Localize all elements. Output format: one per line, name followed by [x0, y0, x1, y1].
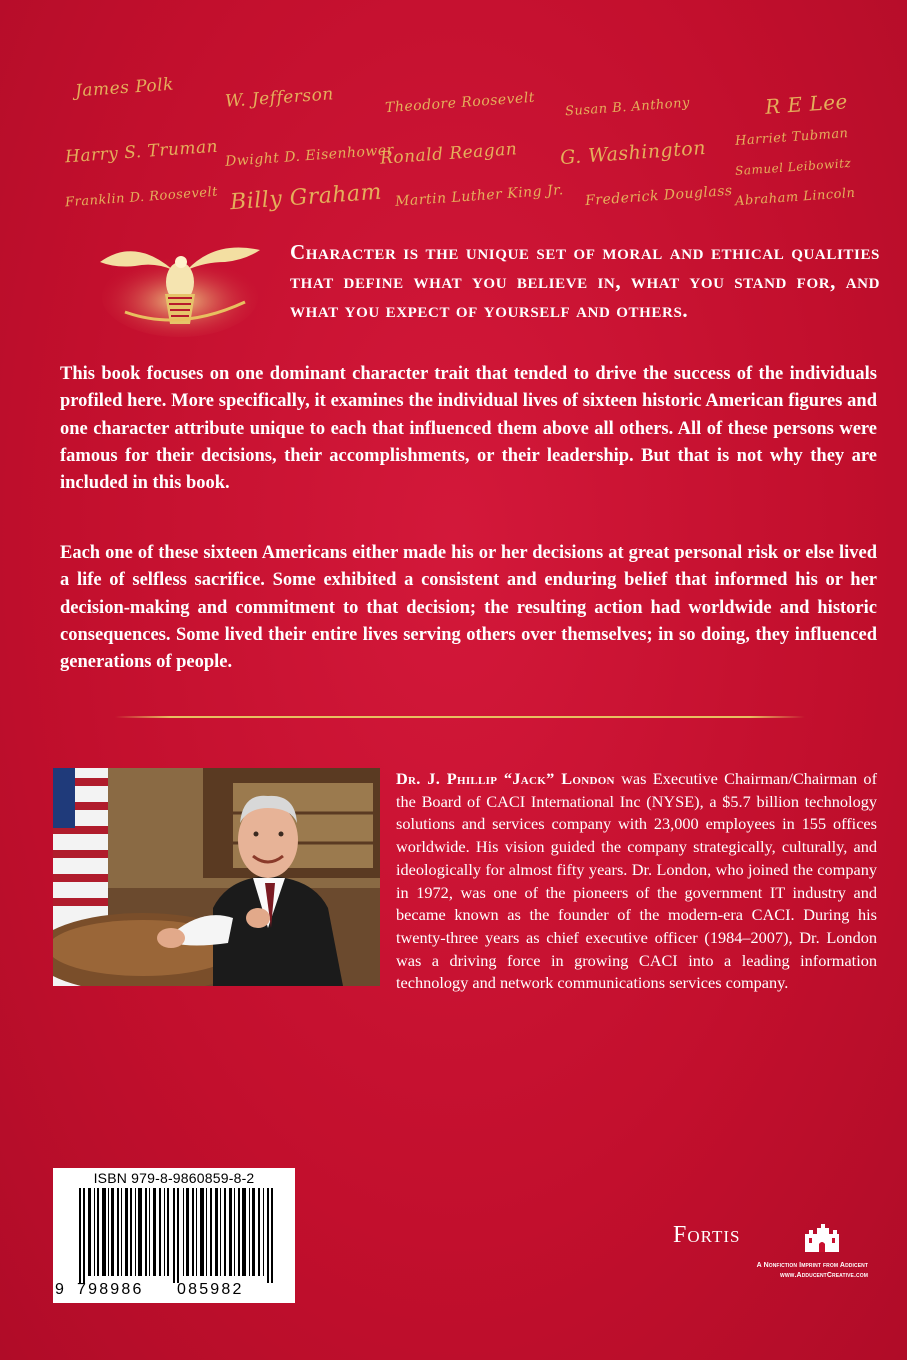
description-paragraph-1: This book focuses on one dominant character trait that tended to drive the success of the individuals profiled here. More specifically, it examines the individual lives of sixteen historic American figures and one character attribute unique to each that influenced them above all others. All of these persons were famous for their decisions, their accomplishments, or their leadership. But that is not why they are included in this book.: [60, 364, 877, 494]
barcode-digits-right: 085982: [177, 1281, 244, 1298]
signature: Franklin D. Roosevelt: [64, 184, 219, 211]
signature: Harriet Tubman: [734, 126, 849, 149]
signature: James Polk: [74, 74, 175, 102]
eagle-emblem: [95, 232, 265, 342]
character-quote: Character is the unique set of moral and ethical qualities that define what you believe in, what you stand for, and what you expect of yourself and others.: [290, 240, 880, 322]
signature: Ronald Reagan: [379, 139, 518, 169]
signature: Samuel Leibowitz: [734, 155, 852, 179]
signature: Frederick Douglass: [584, 182, 734, 210]
description-paragraph-2: Each one of these sixteen Americans either made his or her decisions at great personal risk or else lived a life of selfless sacrifice. Some exhibited a consistent and enduring belief that informed his or her decision-making and commitment to that decision; the resulting action had worldwide and historic consequences. Some lived their entire lives serving others over themselves; in so doing, they influenced generations of people.: [60, 543, 877, 673]
publisher-name: Fortis: [673, 1222, 741, 1248]
isbn-label: ISBN 979-8-9860859-8-2: [93, 1170, 255, 1186]
author-bio: [396, 768, 877, 995]
gold-divider: [115, 716, 805, 718]
signatures-panel: [55, 70, 875, 230]
signature: Billy Graham: [229, 179, 383, 216]
signature: Harry S. Truman: [64, 136, 219, 168]
signature: Abraham Lincoln: [734, 185, 856, 210]
author-bio-text: was Executive Chairman/Chairman of the Board of CACI International Inc (NYSE), a $5.7 billion technology solutions and services company with 23,000 employees in 155 offices worldwide. His vision guided the company strategically, culturally, and ideologically for almost fifty years. Dr. London, who joined the company in 1972, was one of the pioneers of the government IT industry and became known as the founder of the modern-era CACI. During his twenty-three years as chief executive officer (1984–2007), Dr. London was a driving force in growing CACI into a leading information technology and network communications services company.: [396, 769, 877, 993]
signature: G. Washington: [559, 136, 707, 170]
barcode-digits-left: 798986: [77, 1281, 144, 1298]
author-name: Dr. J. Phillip “Jack” London: [396, 769, 615, 788]
castle-icon: [803, 1222, 841, 1254]
publisher-tagline: A Nonfiction Imprint from Addicent: [756, 1262, 868, 1269]
isbn-barcode: [53, 1168, 295, 1303]
barcode-bars: [65, 1188, 287, 1283]
publisher-website: www.AdducentCreative.com: [780, 1272, 868, 1279]
signature: W. Jefferson: [224, 84, 335, 112]
publisher-logo: [668, 1222, 868, 1294]
signature: Dwight D. Eisenhower: [224, 142, 395, 170]
signature: Martin Luther King Jr.: [394, 182, 565, 210]
author-photo: [53, 768, 380, 986]
signature: R E Lee: [764, 89, 849, 119]
signature: Susan B. Anthony: [564, 95, 691, 120]
barcode-digit-lead: 9: [55, 1281, 67, 1298]
signature: Theodore Roosevelt: [384, 89, 536, 117]
